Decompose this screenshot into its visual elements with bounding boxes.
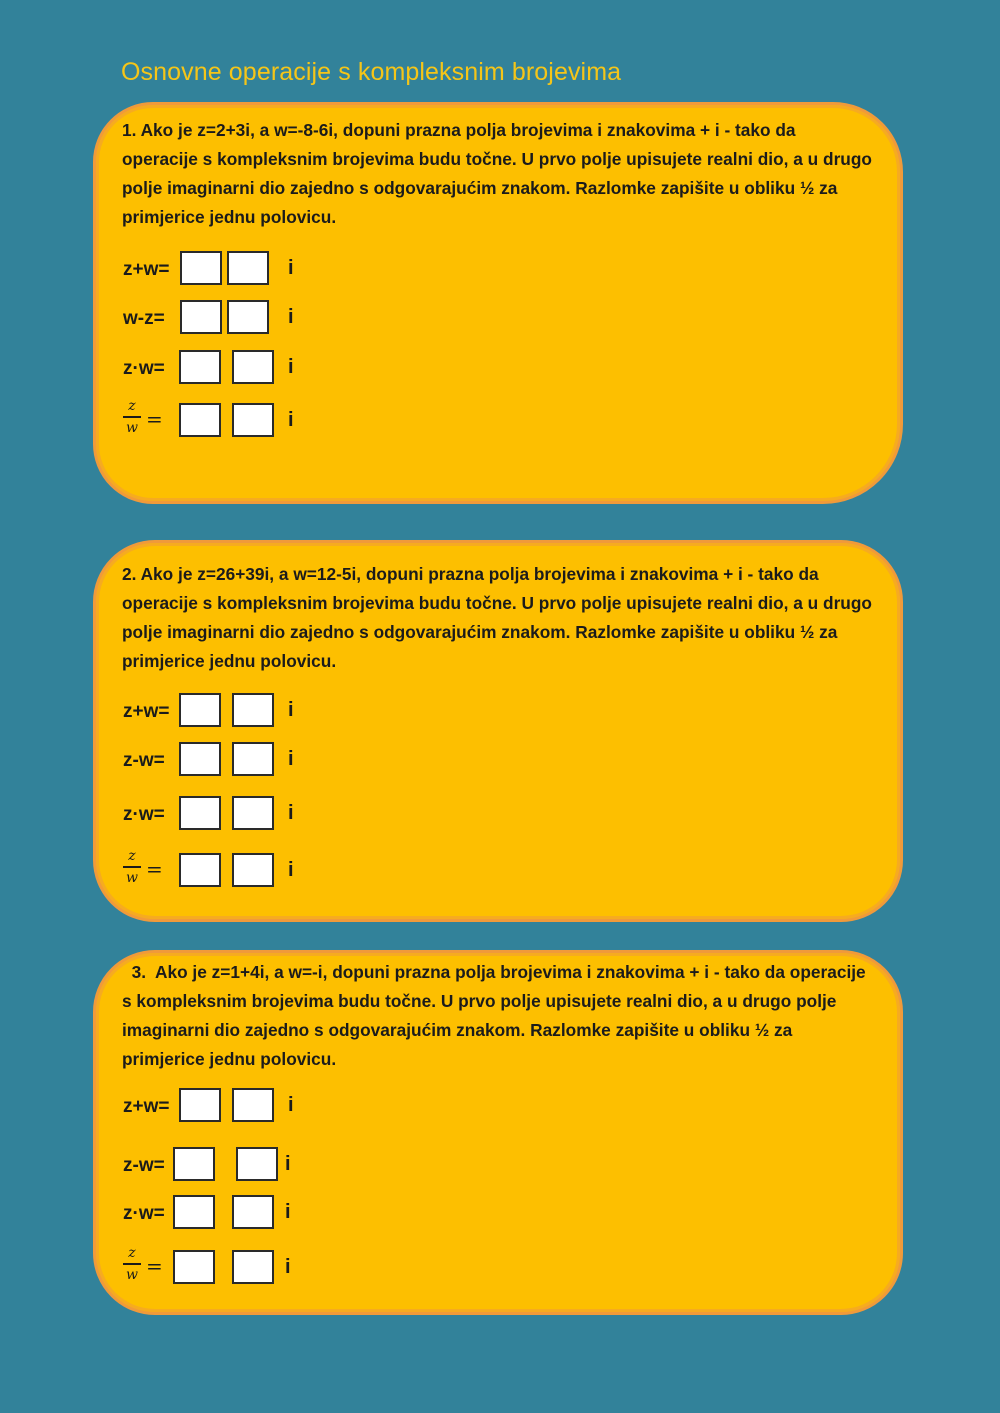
row-label: w-z= (123, 308, 165, 329)
task-3-prompt: 3. Ako je z=1+4i, a w=-i, dopuni prazna polja brojevima i znakovima + i - tako da operacije s kompleksnim brojevima budu točne. U prvo polje upisujete realni dio, a u drugo polje imaginarni dio zajedno s odgovarajućim znakom. Razlomke zapišite u obliku ½ za primjerice jednu polovicu. (122, 962, 871, 1069)
imaginary-part-input[interactable] (236, 1147, 278, 1181)
imaginary-unit: i (288, 859, 294, 881)
row-label: z·w= (123, 358, 165, 379)
imaginary-unit: i (288, 699, 294, 721)
imaginary-part-input[interactable] (232, 403, 274, 437)
imaginary-part-input[interactable] (232, 1088, 274, 1122)
row-label: z-w= (123, 1155, 165, 1176)
task-card-3 (93, 950, 903, 1315)
row-label: z+w= (123, 1096, 170, 1117)
fraction-label (123, 397, 141, 437)
fraction-denominator: w (126, 869, 138, 886)
task-card-2 (93, 540, 903, 922)
imaginary-unit: i (288, 1094, 294, 1116)
row-label: z+w= (123, 701, 170, 722)
imaginary-unit: i (285, 1201, 291, 1223)
equals-sign: = (146, 407, 163, 431)
real-part-input[interactable] (179, 693, 221, 727)
equals-sign: = (146, 857, 163, 881)
real-part-input[interactable] (179, 796, 221, 830)
imaginary-part-input[interactable] (232, 853, 274, 887)
imaginary-unit: i (285, 1153, 291, 1175)
fraction-numerator: z (128, 1245, 136, 1261)
imaginary-unit: i (288, 356, 294, 378)
fraction-numerator: z (128, 848, 136, 864)
real-part-input[interactable] (180, 300, 222, 334)
fraction-label (123, 1244, 141, 1284)
fraction-label (123, 847, 141, 887)
imaginary-unit: i (288, 802, 294, 824)
row-label: z+w= (123, 259, 170, 280)
imaginary-part-input[interactable] (232, 1250, 274, 1284)
fraction-bar (123, 416, 141, 418)
equals-sign: = (146, 1254, 163, 1278)
imaginary-unit: i (288, 306, 294, 328)
row-label: z·w= (123, 1203, 165, 1224)
imaginary-unit: i (288, 409, 294, 431)
real-part-input[interactable] (180, 251, 222, 285)
imaginary-part-input[interactable] (232, 796, 274, 830)
fraction-bar (123, 866, 141, 868)
fraction-bar (123, 1263, 141, 1265)
imaginary-part-input[interactable] (227, 300, 269, 334)
real-part-input[interactable] (173, 1195, 215, 1229)
row-label: z·w= (123, 804, 165, 825)
task-2-prompt: 2. Ako je z=26+39i, a w=12-5i, dopuni prazna polja brojevima i znakovima + i - tako da operacije s kompleksnim brojevima budu točne. U prvo polje upisujete realni dio, a u drugo polje imaginarni dio zajedno s odgovarajućim znakom. Razlomke zapišite u obliku ½ za primjerice jednu polovicu. (122, 564, 872, 671)
imaginary-part-input[interactable] (232, 350, 274, 384)
real-part-input[interactable] (179, 853, 221, 887)
imaginary-part-input[interactable] (232, 693, 274, 727)
imaginary-part-input[interactable] (232, 1195, 274, 1229)
imaginary-unit: i (288, 748, 294, 770)
real-part-input[interactable] (179, 403, 221, 437)
real-part-input[interactable] (173, 1147, 215, 1181)
real-part-input[interactable] (179, 350, 221, 384)
imaginary-part-input[interactable] (232, 742, 274, 776)
row-label: z-w= (123, 750, 165, 771)
real-part-input[interactable] (173, 1250, 215, 1284)
fraction-denominator: w (126, 1266, 138, 1283)
fraction-numerator: z (128, 398, 136, 414)
imaginary-part-input[interactable] (227, 251, 269, 285)
real-part-input[interactable] (179, 1088, 221, 1122)
imaginary-unit: i (288, 257, 294, 279)
task-1-prompt: 1. Ako je z=2+3i, a w=-8-6i, dopuni prazna polja brojevima i znakovima + i - tako da operacije s kompleksnim brojevima budu točne. U prvo polje upisujete realni dio, a u drugo polje imaginarni dio zajedno s odgovarajućim znakom. Razlomke zapišite u obliku ½ za primjerice jednu polovicu. (122, 120, 872, 227)
task-card-1 (93, 102, 903, 504)
page-title: Osnovne operacije s kompleksnim brojevima (121, 58, 622, 86)
imaginary-unit: i (285, 1256, 291, 1278)
fraction-denominator: w (126, 419, 138, 436)
real-part-input[interactable] (179, 742, 221, 776)
